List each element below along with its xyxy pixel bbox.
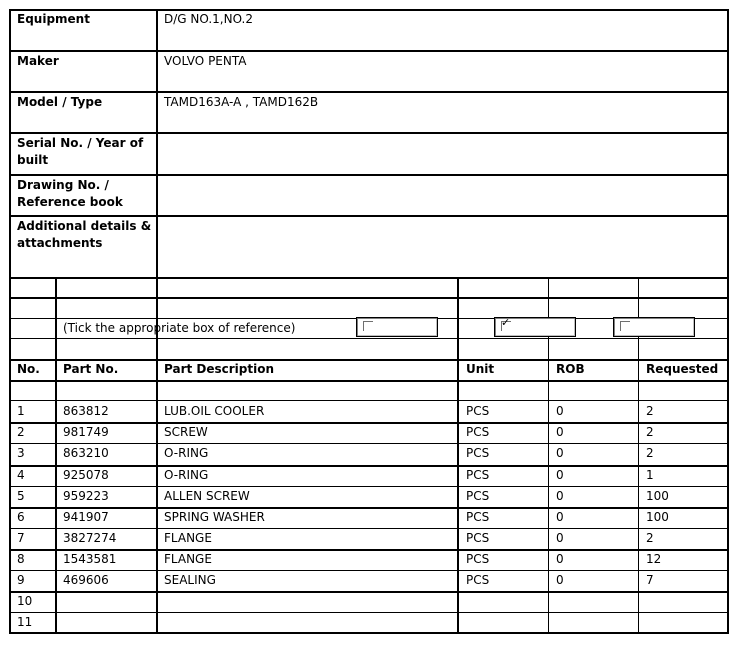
model-value: TAMD163A-A , TAMD162B	[164, 95, 319, 109]
cell-part-no: 469606	[63, 573, 109, 587]
cell-requested: 2	[646, 425, 654, 439]
cell-no: 11	[17, 615, 33, 629]
cell-description: SPRING WASHER	[164, 510, 265, 524]
rule	[9, 91, 729, 93]
rule	[9, 528, 729, 529]
equipment-label: Equipment	[17, 12, 90, 26]
cell-unit: PCS	[466, 510, 490, 524]
rule	[9, 549, 729, 551]
rule	[9, 50, 729, 52]
cell-rob: 0	[556, 531, 564, 545]
rule	[9, 277, 729, 279]
cell-no: 4	[17, 468, 25, 482]
cell-description: FLANGE	[164, 531, 212, 545]
cell-description: O-RING	[164, 446, 209, 460]
cell-unit: PCS	[466, 425, 490, 439]
cell-unit: PCS	[466, 404, 490, 418]
cell-part-no: 863210	[63, 446, 109, 460]
cell-rob: 0	[556, 489, 564, 503]
rule	[9, 465, 729, 467]
cell-no: 1	[17, 404, 25, 418]
checkbox-square-icon	[363, 321, 373, 331]
rule	[9, 570, 729, 571]
rule	[9, 486, 729, 487]
cell-rob: 0	[556, 446, 564, 460]
cell-unit: PCS	[466, 489, 490, 503]
cell-rob: 0	[556, 573, 564, 587]
cell-requested: 2	[646, 446, 654, 460]
reference-instruction: (Tick the appropriate box of reference)	[63, 321, 296, 335]
rule	[9, 400, 729, 401]
rule	[9, 277, 11, 634]
cell-rob: 0	[556, 510, 564, 524]
serial-label: Serial No. / Year of built	[17, 136, 144, 167]
rule	[9, 297, 729, 299]
cell-requested: 2	[646, 404, 654, 418]
cell-part-no: 925078	[63, 468, 109, 482]
column-header-part-no: Part No.	[63, 362, 119, 376]
cell-unit: PCS	[466, 468, 490, 482]
cell-requested: 7	[646, 573, 654, 587]
cell-no: 5	[17, 489, 25, 503]
rule	[9, 422, 729, 424]
cell-requested: 12	[646, 552, 662, 566]
rule	[9, 507, 729, 509]
column-header-no: No.	[17, 362, 40, 376]
cell-description: ALLEN SCREW	[164, 489, 250, 503]
cell-unit: PCS	[466, 552, 490, 566]
cell-requested: 2	[646, 531, 654, 545]
cell-description: SCREW	[164, 425, 208, 439]
cell-part-no: 959223	[63, 489, 109, 503]
rule	[9, 174, 729, 176]
column-header-rob: ROB	[556, 362, 585, 376]
cell-no: 7	[17, 531, 25, 545]
cell-unit: PCS	[466, 446, 490, 460]
rule	[9, 9, 729, 11]
rule	[55, 277, 57, 634]
drawing-label: Drawing No. / Reference book	[17, 178, 123, 209]
rule	[727, 9, 729, 279]
cell-no: 10	[17, 594, 33, 608]
cell-no: 9	[17, 573, 25, 587]
rule	[9, 443, 729, 444]
rule	[9, 380, 729, 382]
cell-description: FLANGE	[164, 552, 212, 566]
cell-no: 6	[17, 510, 25, 524]
model-label: Model / Type	[17, 95, 103, 109]
cell-part-no: 863812	[63, 404, 109, 418]
cell-no: 2	[17, 425, 25, 439]
cell-requested: 1	[646, 468, 654, 482]
cell-no: 3	[17, 446, 25, 460]
rule	[9, 338, 729, 339]
checkmark-icon: ✓	[501, 316, 511, 329]
column-header-unit: Unit	[466, 362, 495, 376]
cell-description: LUB.OIL COOLER	[164, 404, 265, 418]
column-header-description: Part Description	[164, 362, 275, 376]
rule	[9, 9, 11, 279]
rule	[727, 277, 729, 634]
cell-requested: 100	[646, 510, 669, 524]
rule	[9, 591, 729, 593]
maker-label: Maker	[17, 54, 59, 68]
cell-rob: 0	[556, 404, 564, 418]
rule	[457, 277, 459, 634]
reference-checkbox-2[interactable]	[494, 317, 576, 337]
cell-description: SEALING	[164, 573, 216, 587]
rule	[9, 612, 729, 613]
cell-requested: 100	[646, 489, 669, 503]
cell-rob: 0	[556, 425, 564, 439]
rule	[156, 9, 158, 279]
rule	[9, 132, 729, 134]
column-header-requested: Requested	[646, 362, 719, 376]
cell-unit: PCS	[466, 531, 490, 545]
rule	[9, 632, 729, 634]
rule	[9, 215, 729, 217]
cell-part-no: 981749	[63, 425, 109, 439]
cell-part-no: 941907	[63, 510, 109, 524]
cell-part-no: 1543581	[63, 552, 117, 566]
cell-rob: 0	[556, 468, 564, 482]
requisition-form	[9, 9, 729, 634]
cell-unit: PCS	[466, 573, 490, 587]
equipment-value: D/G NO.1,NO.2	[164, 12, 253, 26]
cell-description: O-RING	[164, 468, 209, 482]
cell-rob: 0	[556, 552, 564, 566]
reference-checkbox-3[interactable]	[613, 317, 695, 337]
cell-no: 8	[17, 552, 25, 566]
additional-label: Additional details & attachments	[17, 219, 152, 250]
cell-part-no: 3827274	[63, 531, 117, 545]
reference-checkbox-1[interactable]	[356, 317, 438, 337]
checkbox-square-icon	[620, 321, 630, 331]
maker-value: VOLVO PENTA	[164, 54, 247, 68]
